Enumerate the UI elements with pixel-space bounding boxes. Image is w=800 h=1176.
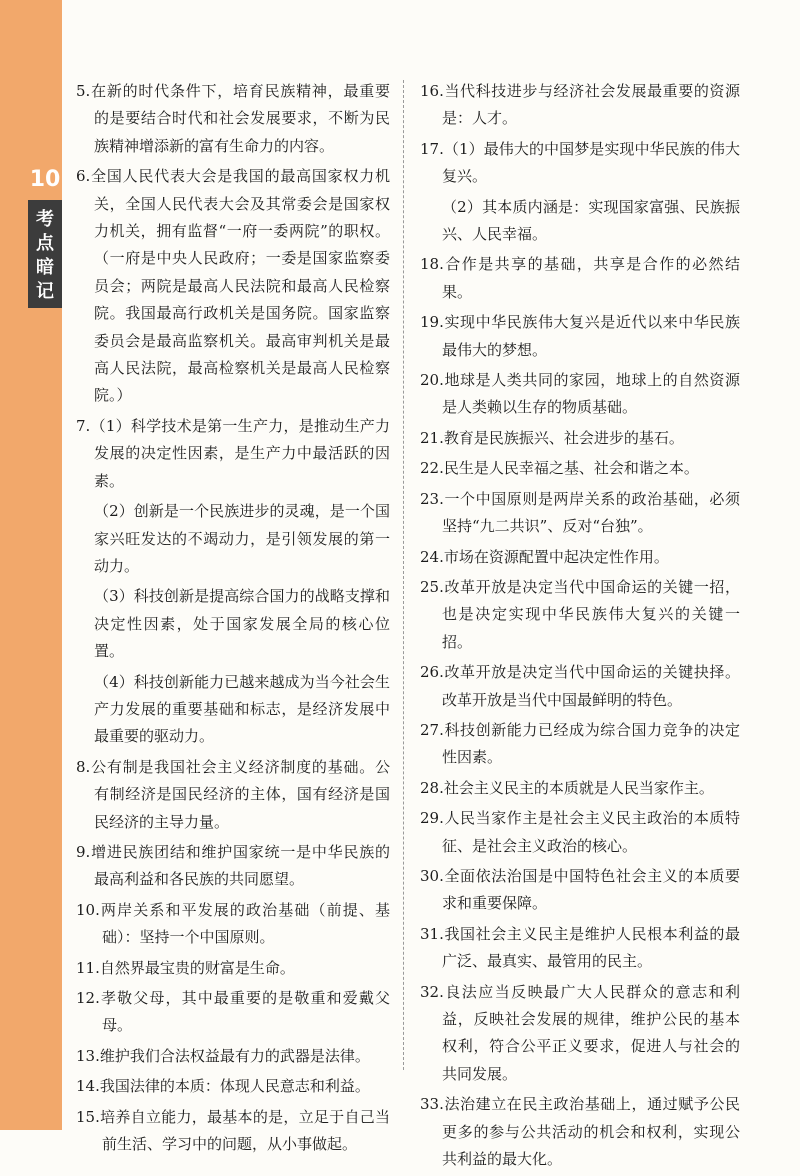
point-31: 31.我国社会主义民主是维护人民根本利益的最广泛、最真实、最管用的民主。 <box>420 924 740 971</box>
point-26: 26.改革开放是决定当代中国命运的关键抉择。改革开放是当代中国最鲜明的特色。 <box>420 663 740 709</box>
chapter-number: 10 <box>28 160 62 200</box>
point-28: 28.社会主义民主的本质就是人民当家作主。 <box>420 778 714 797</box>
point-16: 16.当代科技进步与经济社会发展最重要的资源是：人才。 <box>420 82 740 128</box>
point-9: 9.增进民族团结和维护国家统一是中华民族的最高利益和各民族的共同愿望。 <box>76 842 390 889</box>
point-6: 6.全国人民代表大会是我国的最高国家权力机关，全国人民代表大会及其常委会是国家权力机关，拥有监督“一府一委两院”的职权。（一府是中央人民政府；一委是国家监察委员会；两院是最高人民法院和最高人民检察院。我国最高行政机关是国务院。国家监察委员会是最高监察机关。最高审判机关是最高人民法院，最高检察机关是最高人民检察院。） <box>76 167 390 405</box>
point-33: 33.法治建立在民主政治基础上，通过赋予公民更多的参与公共活动的机会和权利，实现公共利益的最大化。 <box>420 1095 740 1169</box>
left-column <box>76 78 390 1161</box>
point-20: 20.地球是人类共同的家园，地球上的自然资源是人类赖以生存的物质基础。 <box>420 371 740 417</box>
point-12: 12.孝敬父母，其中最重要的是敬重和爱戴父母。 <box>76 989 390 1035</box>
point-21: 21.教育是民族振兴、社会进步的基石。 <box>420 428 684 447</box>
point-13: 13.维护我们合法权益最有力的武器是法律。 <box>76 1046 370 1065</box>
point-19: 19.实现中华民族伟大复兴是近代以来中华民族最伟大的梦想。 <box>420 313 740 359</box>
point-7-2: （2）创新是一个民族进步的灵魂，是一个国家兴旺发达的不竭动力，是引领发展的第一动力。 <box>94 502 390 575</box>
point-32: 32.良法应当反映最广大人民群众的意志和利益，反映社会发展的规律，维护公民的基本权利，符合公平正义要求，促进人与社会的共同发展。 <box>420 982 740 1083</box>
point-29: 29.人民当家作主是社会主义民主政治的本质特征、是社会主义政治的核心。 <box>420 809 740 855</box>
point-7-3: （3）科技创新是提高综合国力的战略支撑和决定性因素，处于国家发展全局的核心位置。 <box>94 587 390 661</box>
point-10: 10.两岸关系和平发展的政治基础（前提、基础）：坚持一个中国原则。 <box>76 900 390 947</box>
point-24: 24.市场在资源配置中起决定性作用。 <box>420 547 669 566</box>
point-7-4: （4）科技创新能力已越来越成为当今社会生产力发展的重要基础和标志，是经济发展中最重要的驱动力。 <box>94 672 390 746</box>
point-18: 18.合作是共享的基础，共享是合作的必然结果。 <box>420 255 740 301</box>
point-22: 22.民生是人民幸福之基、社会和谐之本。 <box>420 459 699 478</box>
chapter-tab <box>28 160 62 308</box>
point-30: 30.全面依法治国是中国特色社会主义的本质要求和重要保障。 <box>420 866 740 913</box>
point-8: 8.公有制是我国社会主义经济制度的基础。公有制经济是国民经济的主体，国有经济是国民经济的主导力量。 <box>76 757 390 831</box>
point-17-1: 17.（1）最伟大的中国梦是实现中华民族的伟大复兴。 <box>420 139 740 186</box>
column-divider <box>403 80 404 1070</box>
chapter-label: 考 点 暗 记 <box>36 209 54 302</box>
point-14: 14.我国法律的本质：体现人民意志和利益。 <box>76 1077 370 1096</box>
point-27: 27.科技创新能力已经成为综合国力竞争的决定性因素。 <box>420 720 740 767</box>
point-23: 23.一个中国原则是两岸关系的政治基础，必须坚持“九二共识”、反对“台独”。 <box>420 489 740 536</box>
point-15: 15.培养自立能力，最基本的是，立足于自己当前生活、学习中的问题，从小事做起。 <box>76 1107 390 1154</box>
point-5: 5.在新的时代条件下，培育民族精神，最重要的是要结合时代和社会发展要求，不断为民族精神增添新的富有生命力的内容。 <box>76 82 390 155</box>
point-7-1: 7.（1）科学技术是第一生产力，是推动生产力发展的决定性因素，是生产力中最活跃的因素。 <box>76 416 390 490</box>
point-25: 25.改革开放是决定当代中国命运的关键一招，也是决定实现中华民族伟大复兴的关键一招。 <box>420 577 740 651</box>
point-17-2: （2）其本质内涵是：实现国家富强、民族振兴、人民幸福。 <box>442 197 740 244</box>
right-column <box>420 78 740 1176</box>
point-11: 11.自然界最宝贵的财富是生命。 <box>76 958 295 977</box>
